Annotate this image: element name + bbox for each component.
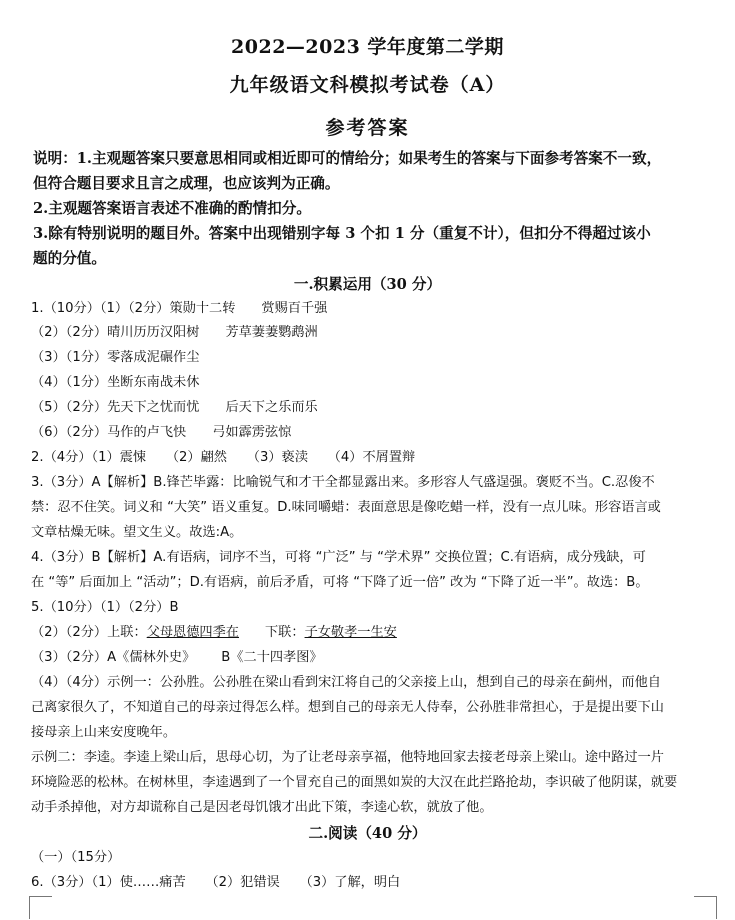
q5-books-line bbox=[31, 646, 705, 670]
reading-subsection-1: （一）（15分） bbox=[31, 850, 121, 865]
q5-line-1: 5.（10分）（1）（2分）B bbox=[31, 600, 179, 615]
q5-couplet-lower: 子女敬孝一生安 bbox=[304, 625, 397, 640]
q2-line: 2.（4分）（1）震悚 （2）翩然 （3）亵渎 （4）不屑置辩 bbox=[31, 450, 416, 465]
q4-line-2: 在 “等” 后面加上 “活动”；D.有语病，前后矛盾，可将 “下降了近一倍” 改为 “下降了近一半”。故选：B。 bbox=[31, 575, 649, 590]
q1-3-line: （3）（1分）零落成泥碾作尘 bbox=[31, 350, 200, 365]
q5-couplet-line bbox=[31, 621, 705, 645]
q3-line-2: 禁：忍不住笑。词义和 “大笑” 语义重复。D.味同嚼蜡：表面意思是像吃蜡一样，没有一点儿味。形容语言或 bbox=[31, 500, 661, 515]
q5-book-a: （3）（2分）A《儒林外史》 bbox=[31, 650, 196, 665]
instructions-note-2: 2.主观题答案语言表述不准确的酌情扣分。 bbox=[33, 200, 311, 217]
q1-answer-2a: （2）（2分）晴川历历汉阳树 bbox=[31, 325, 200, 340]
q1-answer-6b: 弓如霹雳弦惊 bbox=[212, 425, 292, 440]
q1-answer-5b: 后天下之乐而乐 bbox=[225, 400, 318, 415]
q1-answer-5a: （5）（2分）先天下之忧而忧 bbox=[31, 400, 200, 415]
page-corner-mark-left bbox=[29, 896, 52, 919]
instructions-note-1 bbox=[33, 146, 705, 196]
q5-couplet-label-lower: 下联： bbox=[265, 625, 305, 640]
instructions-note-3 bbox=[33, 221, 705, 271]
section-heading-accumulation: 一.积累运用（30 分） bbox=[293, 276, 442, 293]
page-corner-mark-right bbox=[694, 896, 717, 919]
q3-line-3: 文章枯燥无味。望文生义。故选:A。 bbox=[31, 525, 243, 540]
q1-answer-1b: 赏赐百千强 bbox=[261, 301, 328, 316]
q1-5-line bbox=[31, 396, 705, 420]
q5-example-line-6: 动手杀掉他，对方却谎称自己是因老母饥饿才出此下策，李逵心软，就放了他。 bbox=[31, 800, 493, 815]
section-heading-reading: 二.阅读（40 分） bbox=[308, 825, 427, 842]
note-line: 但符合题目要求且言之成理，也应该判为正确。 bbox=[33, 175, 340, 192]
q6-line: 6.（3分）（1）使……痛苦 （2）犯错误 （3）了解，明白 bbox=[31, 875, 401, 890]
exam-title: 九年级语文科模拟考试卷（A） bbox=[229, 74, 506, 96]
q1-line bbox=[31, 297, 705, 321]
q1-6-line bbox=[31, 421, 705, 445]
q5-couplet-upper: 父母恩德四季在 bbox=[146, 625, 239, 640]
q4-line-1: 4.（3分）B【解析】A.有语病，词序不当，可将 “广泛” 与 “学术界” 交换位置；C.有语病，成分残缺，可 bbox=[31, 550, 646, 565]
q1-answer-2b: 芳草萋萋鹦鹉洲 bbox=[225, 325, 318, 340]
semester-title: 2022—2023 学年度第二学期 bbox=[231, 36, 504, 58]
q1-4-line: （4）（1分）坐断东南战未休 bbox=[31, 375, 200, 390]
q5-example-line-5: 环境险恶的松林。在树林里，李逵遇到了一个冒充自己的面黑如炭的大汉在此拦路抢劫，李识破了他阴谋，就要 bbox=[31, 775, 678, 790]
note-line: 题的分值。 bbox=[33, 250, 106, 267]
q5-couplet-label-upper: （2）（2分）上联： bbox=[31, 625, 147, 640]
q5-example-line-2: 己离家很久了，不知道自己的母亲过得怎么样。想到自己的母亲无人侍奉，公孙胜非常担心，于是提出要下山 bbox=[31, 700, 664, 715]
q3-line-1: 3.（3分）A【解析】B.锋芒毕露：比喻锐气和才干全都显露出来。多形容人气盛逞强。褒贬不当。C.忍俊不 bbox=[31, 475, 655, 490]
q5-example-line-4: 示例二：李逵。李逵上梁山后，思母心切，为了让老母亲享福，他特地回家去接老母亲上梁山。途中路过一片 bbox=[31, 750, 664, 765]
note-line: 3.除有特别说明的题目外。答案中出现错别字每 3 个扣 1 分（重复不计），但扣分不得超过该小 bbox=[33, 225, 651, 242]
answer-key-title: 参考答案 bbox=[325, 117, 410, 139]
q1-2-line bbox=[31, 321, 705, 345]
q1-answer-6a: （6）（2分）马作的卢飞快 bbox=[31, 425, 187, 440]
q5-example-line-3: 接母亲上山来安度晚年。 bbox=[31, 725, 177, 740]
note-line: 说明：1.主观题答案只要意思相同或相近即可的情给分；如果考生的答案与下面参考答案不一致， bbox=[33, 150, 662, 167]
q5-example-line-1: （4）（4分）示例一：公孙胜。公孙胜在梁山看到宋江将自己的父亲接上山，想到自己的母亲在蓟州，而他自 bbox=[31, 675, 661, 690]
q5-book-b: B《二十四孝图》 bbox=[221, 650, 323, 665]
q1-answer-1a: 1.（10分）（1）（2分）策勋十二转 bbox=[31, 301, 236, 316]
